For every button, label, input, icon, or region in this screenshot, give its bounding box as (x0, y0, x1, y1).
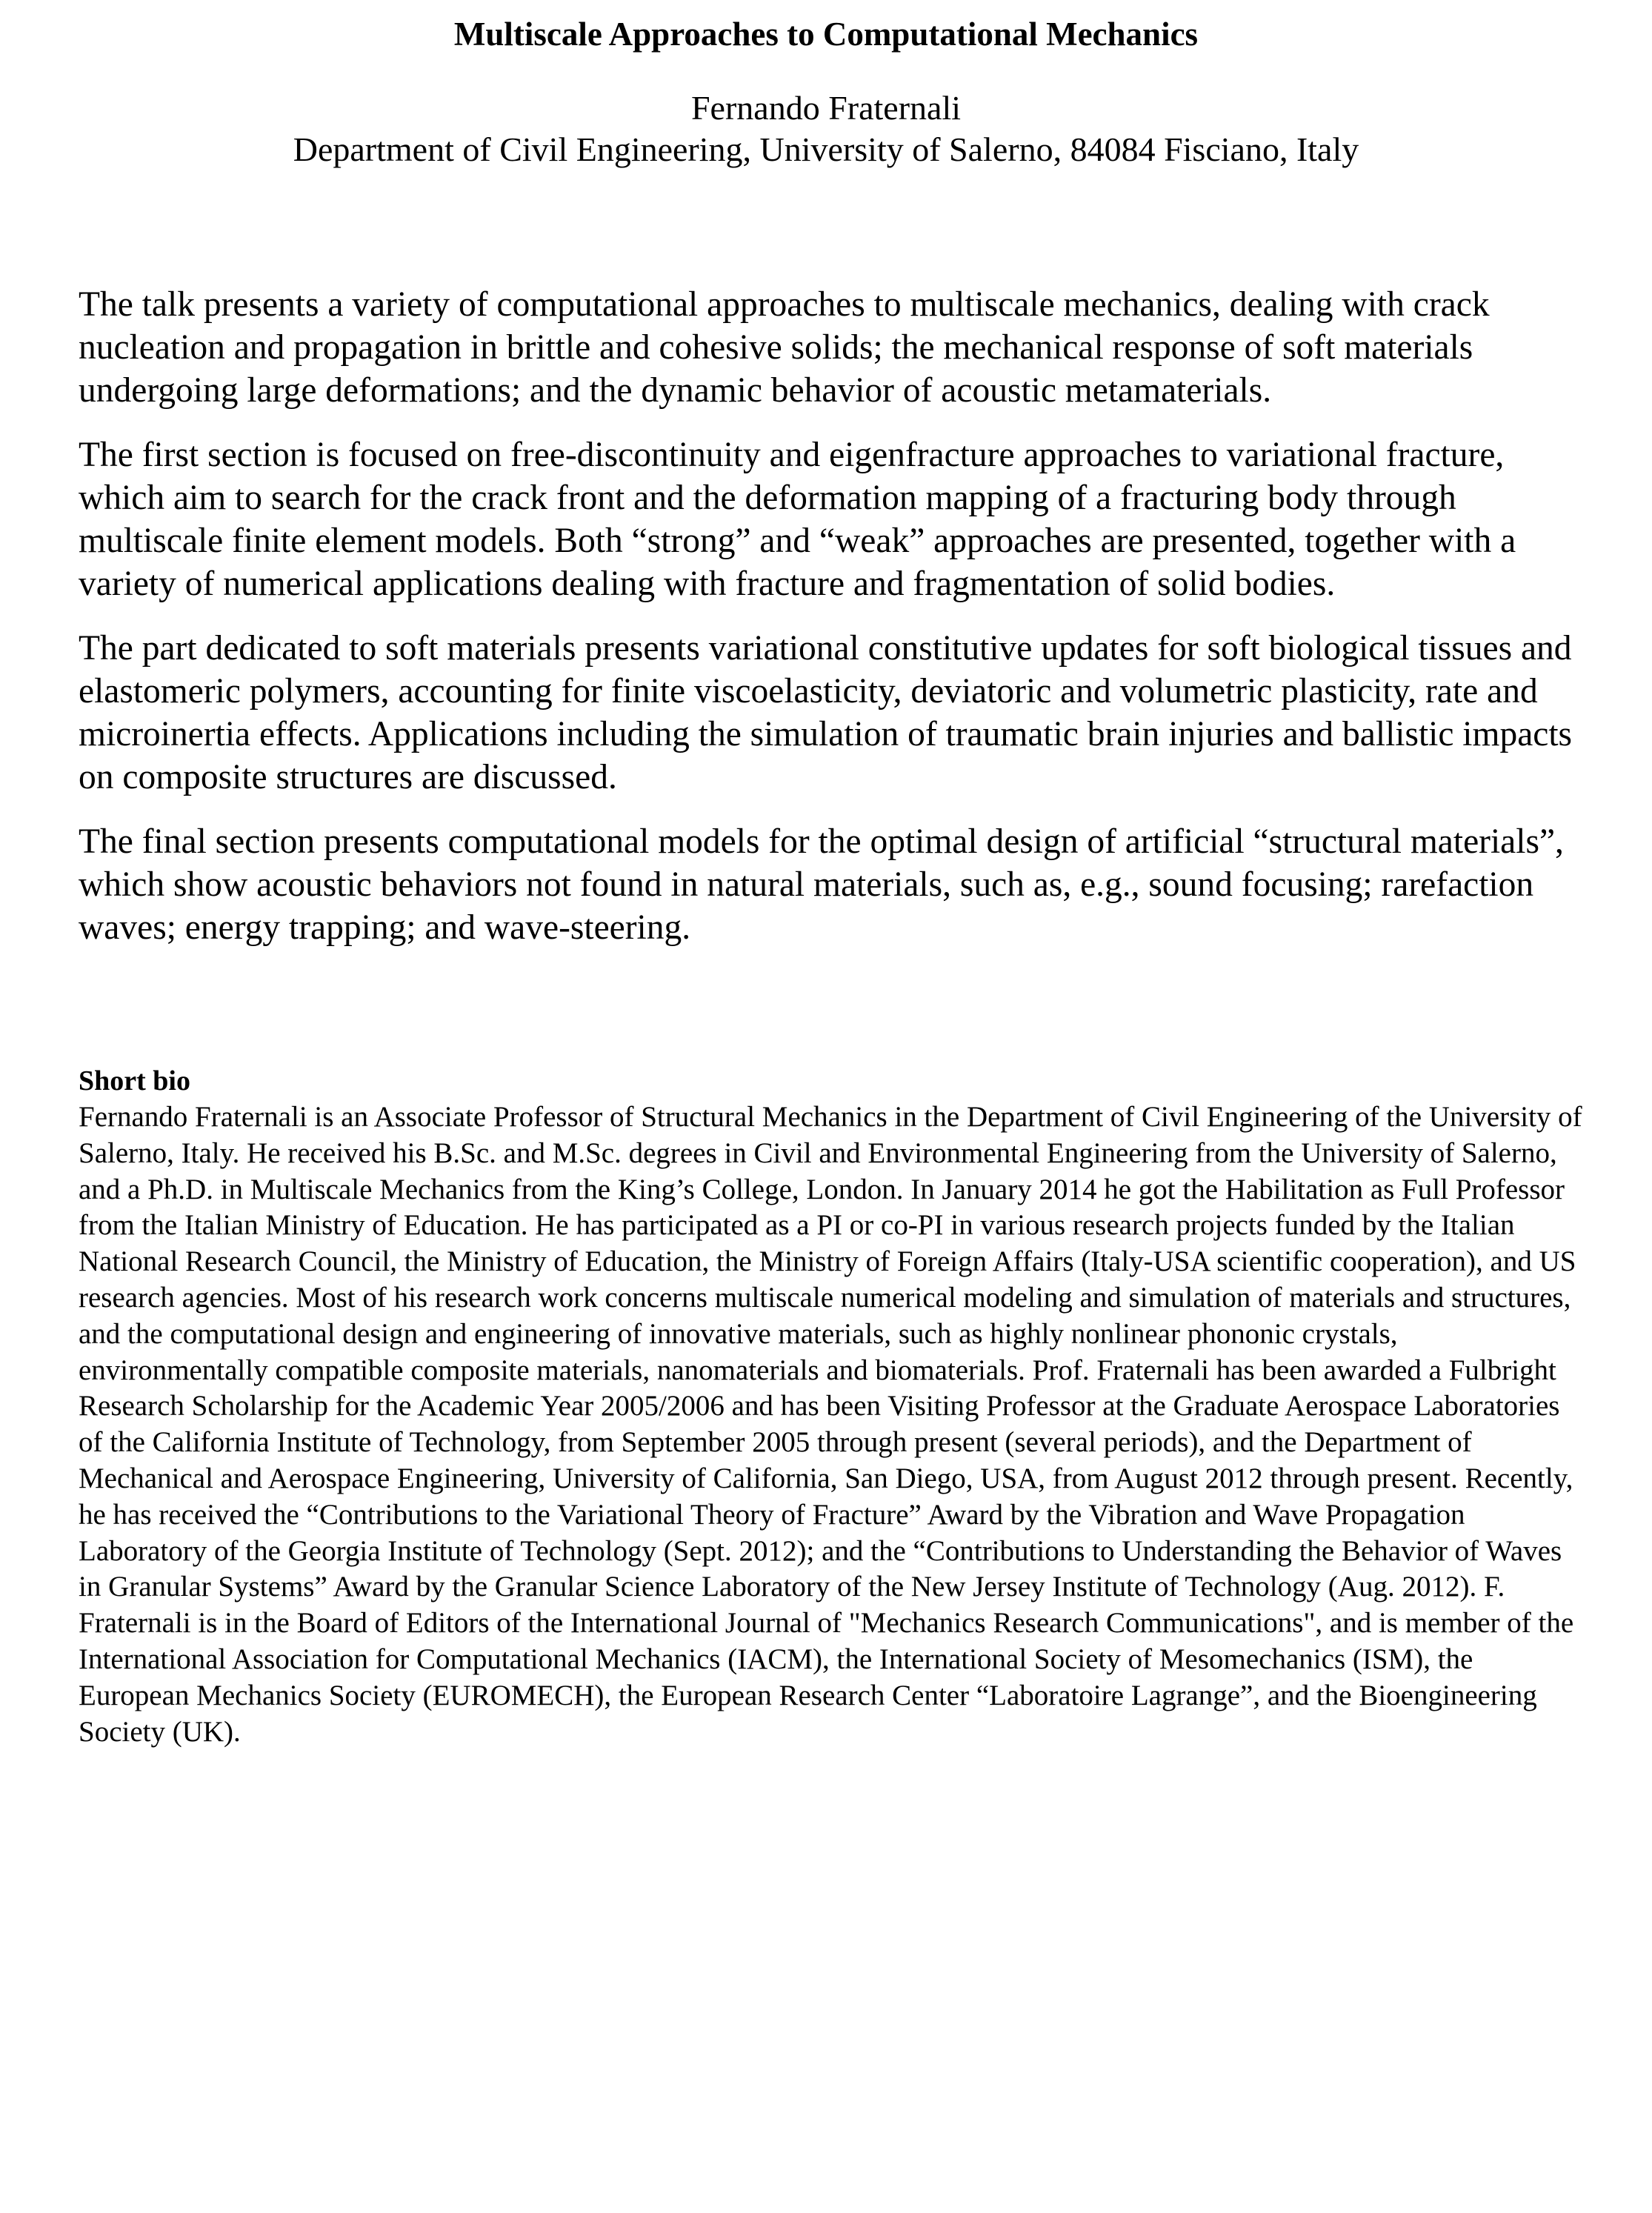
bio-text: Fernando Fraternali is an Associate Professor of Structural Mechanics in the Department of Civil Engineering of the University of Salerno, Italy. He received his B.Sc. and M.Sc. degrees in Civil and Environmental Engineering from the University of Salerno, and a Ph.D. in Multiscale Mechanics from the King’s College, London. In January 2014 he got the Habilitation as Full Professor from the Italian Ministry of Education. He has participated as a PI or co-PI in various research projects funded by the Italian National Research Council, the Ministry of Education, the Ministry of Foreign Affairs (Italy-USA scientific cooperation), and US research agencies. Most of his research work concerns multiscale numerical modeling and simulation of materials and structures, and the computational design and engineering of innovative materials, such as highly nonlinear phononic crystals, environmentally compatible composite materials, nanomaterials and biomaterials. Prof. Fraternali has been awarded a Fulbright Research Scholarship for the Academic Year 2005/2006 and has been Visiting Professor at the Graduate Aerospace Laboratories of the California Institute of Technology, from September 2005 through present (several periods), and the Department of Mechanical and Aerospace Engineering, University of California, San Diego, USA, from August 2012 through present. Recently, he has received the “Contributions to the Variational Theory of Fracture” Award by the Vibration and Wave Propagation Laboratory of the Georgia Institute of Technology (Sept. 2012); and the “Contributions to Understanding the Behavior of Waves in Granular Systems” Award by the Granular Science Laboratory of the New Jersey Institute of Technology (Aug. 2012). F. Fraternali is in the Board of Editors of the International Journal of "Mechanics Research Communications", and is member of the International Association for Computational Mechanics (IACM), the International Society of Mesomechanics (ISM), the European Mechanics Society (EUROMECH), the European Research Center “Laboratoire Lagrange”, and the Bioengineering Society (UK). (79, 1101, 1582, 1748)
abstract-section (79, 283, 1590, 971)
abstract-paragraph: The final section presents computational models for the optimal design of artificial “structural materials”, which show acoustic behaviors not found in natural materials, such as, e.g., sound focusing; rarefaction waves; energy trapping; and wave-steering. (79, 822, 1564, 947)
abstract-paragraph: The talk presents a variety of computational approaches to multiscale mechanics, dealing with crack nucleation and propagation in brittle and cohesive solids; the mechanical response of soft materials undergoing large deformations; and the dynamic behavior of acoustic metamaterials. (79, 285, 1490, 410)
abstract-paragraph: The part dedicated to soft materials presents variational constitutive updates for soft biological tissues and elastomeric polymers, accounting for finite viscoelasticity, deviatoric and volumetric plasticity, rate and microinertia effects. Applications including the simulation of traumatic brain injuries and ballistic impacts on composite structures are discussed. (79, 629, 1573, 796)
short-bio-section (79, 1062, 1590, 1750)
abstract-paragraph: The first section is focused on free-discontinuity and eigenfracture approaches to variational fracture, which aim to search for the crack front and the deformation mapping of a fracturing body through multiscale finite element models. Both “strong” and “weak” approaches are presented, together with a variety of numerical applications dealing with fracture and fragmentation of solid bodies. (79, 436, 1516, 603)
author-name: Fernando Fraternali (690, 89, 962, 127)
bio-heading: Short bio (79, 1065, 190, 1096)
author-affiliation: Department of Civil Engineering, University of Salerno, 84084 Fisciano, Italy (293, 130, 1359, 168)
document-title: Multiscale Approaches to Computational Mechanics (453, 16, 1199, 53)
